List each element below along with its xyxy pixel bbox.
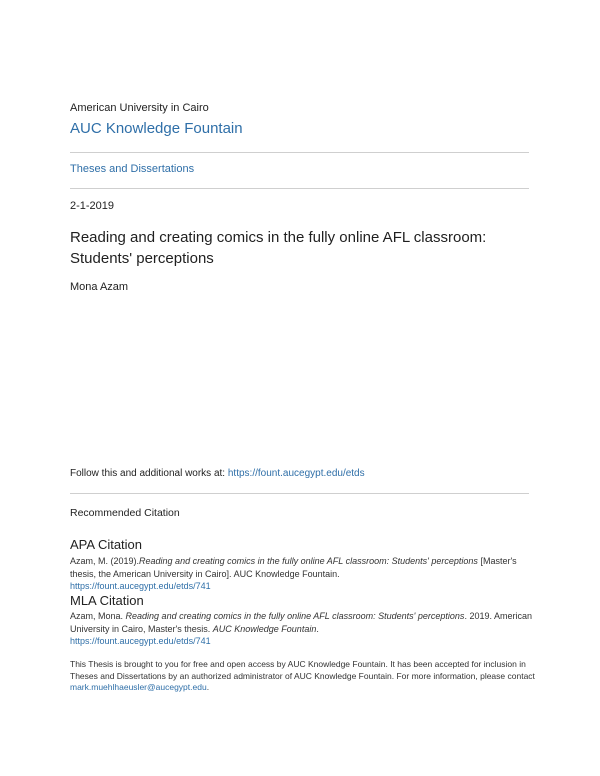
mla-title: Reading and creating comics in the fully online AFL classroom: Students' perceptions [125,611,465,621]
series-link[interactable]: Theses and Dissertations [70,163,195,175]
follow-line [70,468,365,479]
university-name: American University in Cairo [70,102,209,114]
mla-url-link[interactable]: https://fount.aucegypt.edu/etds/741 [70,636,211,646]
mla-middle: . 2019. American University in Cairo, Master's thesis. [70,611,532,634]
apa-url-link[interactable]: https://fount.aucegypt.edu/etds/741 [70,581,211,591]
access-note-end: . [206,682,210,692]
document-title: Reading and creating comics in the fully online AFL classroom: Students' perceptions [70,229,487,267]
repository-link[interactable]: AUC Knowledge Fountain [70,120,243,137]
mla-end: . [316,623,319,634]
mla-citation-body [70,610,540,648]
access-note [70,659,540,694]
publication-date: 2-1-2019 [70,200,115,212]
mla-prefix: Azam, Mona. [70,611,126,621]
mla-source: AUC Knowledge Fountain [212,623,317,634]
etds-link[interactable]: https://fount.aucegypt.edu/etds [227,468,365,479]
divider-top [70,152,529,153]
apa-suffix: [Master's thesis, the American University in Cairo]. AUC Knowledge Fountain. [70,556,517,579]
apa-prefix: Azam, M. (2019). [70,556,140,566]
mla-citation-heading: MLA Citation [70,593,144,608]
divider-series [70,188,529,189]
apa-title: Reading and creating comics in the fully online AFL classroom: Students' perceptions [139,556,478,566]
recommended-citation-label: Recommended Citation [70,507,180,519]
apa-citation-heading: APA Citation [70,537,143,552]
contact-email-link[interactable]: mark.muehlhaeusler@aucegypt.edu [70,682,207,692]
follow-text: Follow this and additional works at: [70,468,228,479]
apa-citation-body [70,555,540,593]
access-note-text: This Thesis is brought to you for free and open access by AUC Knowledge Fountain. It has been accepted for inclusion in Theses and Dissertations by an authorized administrator of AUC Knowledge Fountain. For more information, please contact [70,659,535,681]
author-name: Mona Azam [70,281,129,293]
divider-follow [70,493,529,494]
